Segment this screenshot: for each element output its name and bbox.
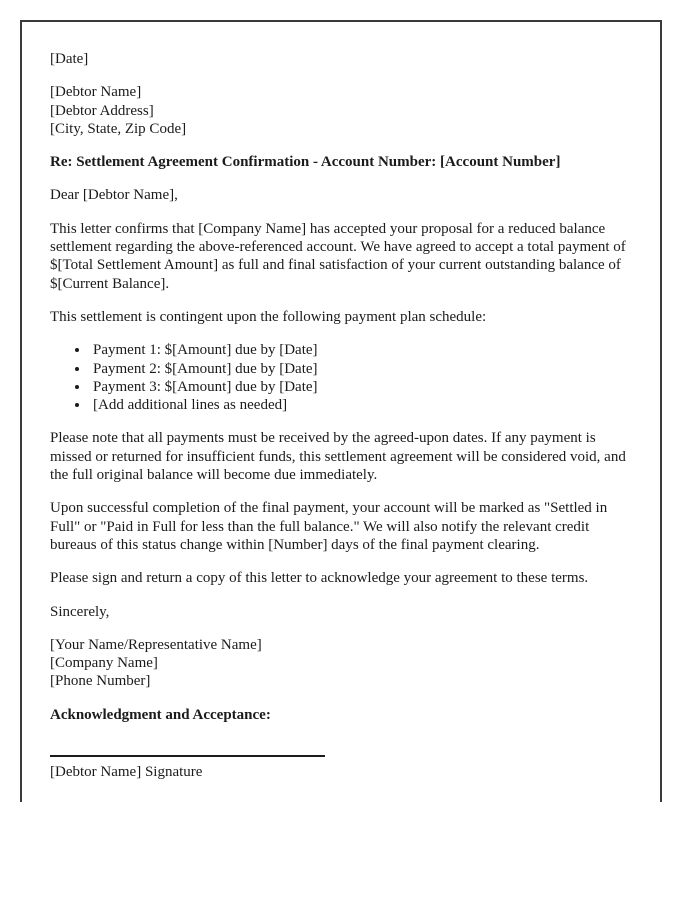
paragraph-settlement-confirmation: This letter confirms that [Company Name] has accepted your proposal for a reduced balance settlement regarding the above-referenced account. We have agreed to accept a total payment of $[Total Settlement Amount] as full and final satisfaction of your current outstanding balance of $[Current Balance].	[50, 220, 626, 292]
paragraph-payment-terms: Please note that all payments must be received by the agreed-upon dates. If any payment is missed or returned for insufficient funds, this settlement agreement will be considered void, and the full original balance will become due immediately.	[50, 430, 626, 484]
letter-border-frame	[20, 20, 662, 802]
payment-schedule-item-3: • Payment 3: $[Amount] due by [Date]	[90, 378, 632, 396]
recipient-street: [Debtor Address]	[50, 102, 154, 119]
salutation: Dear [Debtor Name],	[50, 187, 178, 204]
payment-schedule-item-additional: • [Add additional lines as needed]	[90, 396, 632, 414]
signature-line	[50, 755, 325, 757]
payment-schedule-item-2: • Payment 2: $[Amount] due by [Date]	[90, 360, 632, 378]
recipient-address-block	[50, 83, 632, 138]
subject-line: Re: Settlement Agreement Confirmation - Account Number: [Account Number]	[50, 154, 561, 171]
paragraph-completion-status: Upon successful completion of the final payment, your account will be marked as "Settled in Full" or "Paid in Full for less than the full balance." We will also notify the relevant credit bureaus of this status change within [Number] days of the final payment clearing.	[50, 500, 608, 553]
recipient-city-state-zip: [City, State, Zip Code]	[50, 120, 187, 137]
payment-schedule-item-1: • Payment 1: $[Amount] due by [Date]	[90, 341, 632, 359]
paragraph-sign-and-return: Please sign and return a copy of this letter to acknowledge your agreement to these terms.	[50, 570, 589, 587]
acknowledgment-heading: Acknowledgment and Acceptance:	[50, 706, 271, 723]
payment-schedule-list	[50, 341, 632, 414]
recipient-name: [Debtor Name]	[50, 84, 142, 101]
paragraph-schedule-intro: This settlement is contingent upon the following payment plan schedule:	[50, 308, 487, 325]
sender-company: [Company Name]	[50, 655, 158, 672]
date-placeholder: [Date]	[50, 51, 89, 67]
sender-block	[50, 636, 632, 691]
sender-phone: [Phone Number]	[50, 673, 151, 690]
sender-name: [Your Name/Representative Name]	[50, 636, 262, 653]
closing: Sincerely,	[50, 603, 110, 620]
signature-caption: [Debtor Name] Signature	[50, 764, 203, 781]
